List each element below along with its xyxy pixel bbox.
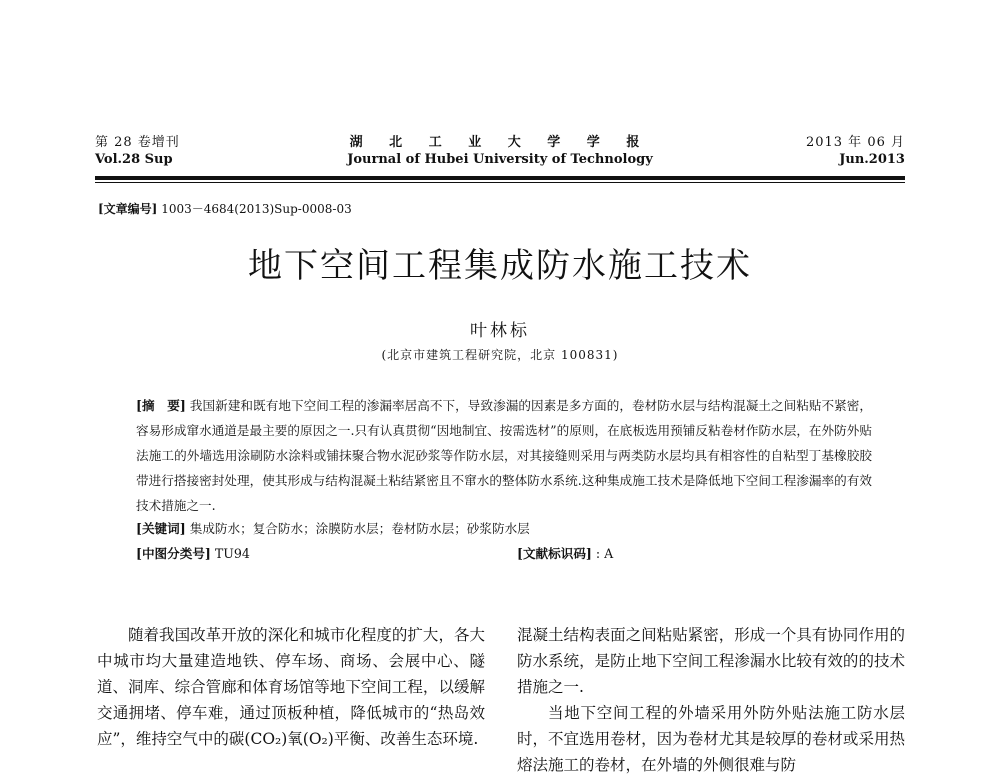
keywords-label: [关键词]	[136, 521, 186, 536]
body-paragraph: 混凝土结构表面之间粘贴紧密，形成一个具有协同作用的防水系统，是防止地下空间工程渗漏水比较有效的的技术措施之一.	[517, 626, 905, 696]
body-paragraph: 随着我国改革开放的深化和城市化程度的扩大，各大中城市均大量建造地铁、停车场、商场、会展中心、隧道、洞库、综合管廊和体育场馆等地下空间工程，以缓解交通拥堵、停车难，通过顶板种植，降低城市的“热岛效应”，维持空气中的碳(CO₂)氧(O₂)平衡、改善生态环境.	[97, 626, 485, 748]
body-paragraph: 当地下空间工程的外墙采用外防外贴法施工防水层时，不宜选用卷材，因为卷材尤其是较厚的卷材或采用热熔法施工的卷材，在外墙的外侧很难与防	[517, 704, 905, 774]
running-header-chinese	[95, 131, 905, 150]
paper-title: 地下空间工程集成防水施工技术	[248, 246, 752, 286]
document-code	[517, 543, 613, 562]
classification-number	[136, 543, 250, 562]
journal-name-cn: 湖 北 工 业 大 学 学 报	[349, 135, 651, 150]
body-column-right	[517, 622, 905, 778]
author-affiliation: (北京市建筑工程研究院，北京 100831)	[381, 348, 619, 362]
issue-date-cn: 2013 年 06 月	[805, 135, 905, 150]
journal-name-en: Journal of Hubei University of Technology	[347, 152, 653, 167]
abstract	[136, 393, 872, 518]
article-number-label: [文章编号]	[98, 202, 158, 216]
article-number	[98, 200, 352, 217]
keywords	[136, 518, 530, 537]
volume-label-cn: 第 28 卷增刊	[95, 135, 180, 150]
keywords-text: 集成防水；复合防水；涂膜防水层；卷材防水层；砂浆防水层	[189, 521, 530, 536]
classification-value: TU94	[214, 546, 250, 561]
abstract-label: [摘 要]	[136, 398, 186, 413]
running-header-english	[95, 152, 905, 167]
document-code-label: [文献标识码]	[517, 546, 592, 561]
body-column-left	[97, 622, 485, 752]
classification-label: [中图分类号]	[136, 546, 211, 561]
author-name: 叶林标	[470, 321, 530, 341]
article-number-value: 1003－4684(2013)Sup-0008-03	[161, 202, 352, 216]
header-rule-thick	[95, 176, 905, 180]
issue-date-en: Jun.2013	[839, 152, 905, 167]
abstract-text: 我国新建和既有地下空间工程的渗漏率居高不下，导致渗漏的因素是多方面的，卷材防水层与结构混凝土之间粘贴不紧密，容易形成窜水通道是最主要的原因之一.只有认真贯彻“因地制宜、按需选材”的原则，在底板选用预铺反粘卷材作防水层，在外防外贴法施工的外墙选用涂刷防水涂料或铺抹聚合物水泥砂浆等作防水层，对其接缝则采用与两类防水层均具有相容性的自粘型丁基橡胶胶带进行搭接密封处理，使其形成与结构混凝土粘结紧密且不窜水的整体防水系统.这种集成施工技术是降低地下空间工程渗漏率的有效技术措施之一.	[136, 398, 872, 513]
volume-label-en: Vol.28 Sup	[95, 152, 173, 167]
document-code-value: : A	[595, 546, 614, 561]
header-rule-thin	[95, 182, 905, 183]
